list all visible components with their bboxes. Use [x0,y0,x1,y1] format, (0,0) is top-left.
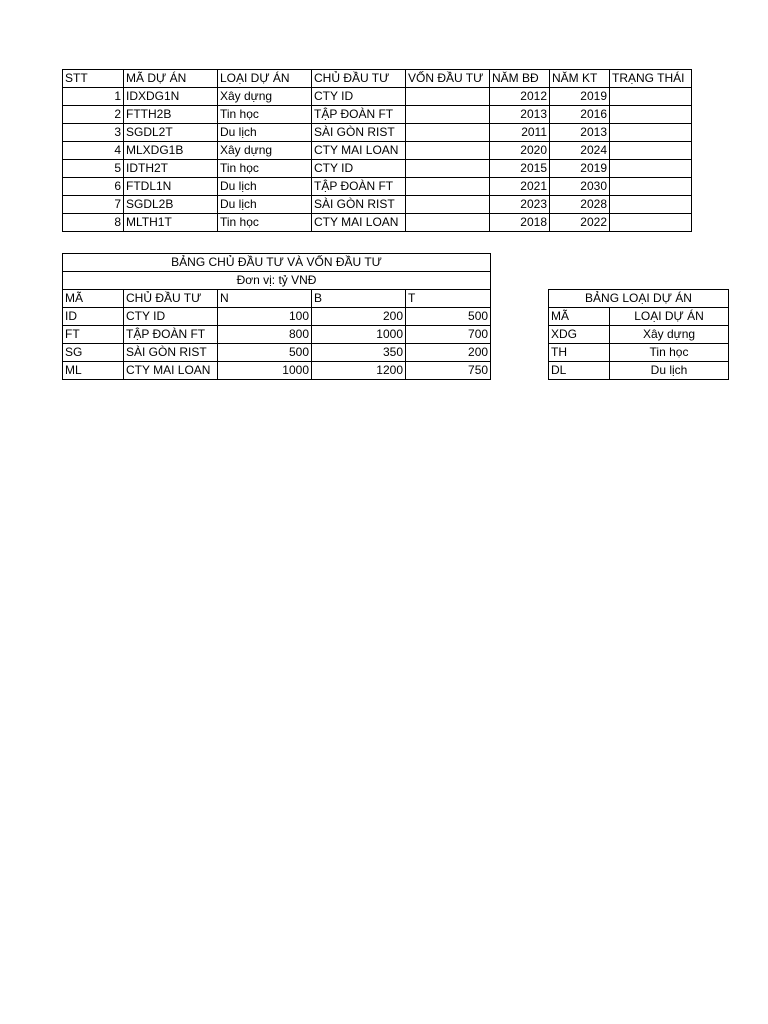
table-cell[interactable]: Du lịch [218,124,312,142]
table-cell[interactable]: 200 [312,308,406,326]
table-cell[interactable]: Tin học [218,214,312,232]
table-row [549,326,729,344]
table-row [63,106,692,124]
table-cell[interactable] [406,160,490,178]
table-cell[interactable]: 4 [63,142,124,160]
table-header-row [549,308,729,326]
table-cell[interactable]: 2015 [490,160,550,178]
table-cell[interactable]: Xây dựng [610,326,729,344]
header-cell[interactable]: CHỦ ĐẦU TƯ [312,70,406,88]
table-cell[interactable]: IDXDG1N [124,88,218,106]
table-cell[interactable]: SÀI GÒN RIST [312,196,406,214]
table-cell[interactable] [610,106,692,124]
table-cell[interactable]: 2011 [490,124,550,142]
table-cell[interactable]: 500 [218,344,312,362]
table-row [63,362,491,380]
table-header-row [63,70,692,88]
table-cell[interactable] [406,106,490,124]
table-cell[interactable]: FTDL1N [124,178,218,196]
table-cell[interactable]: Tin học [218,160,312,178]
table-cell[interactable]: SGDL2B [124,196,218,214]
table-cell[interactable]: 2013 [490,106,550,124]
table-cell[interactable] [406,178,490,196]
header-cell[interactable]: NĂM BĐ [490,70,550,88]
table-cell[interactable]: 2013 [550,124,610,142]
table-cell[interactable] [406,88,490,106]
table-cell[interactable]: 2 [63,106,124,124]
type-table-viewport [548,289,704,384]
table-cell[interactable]: CTY ID [312,88,406,106]
table-cell[interactable]: 2016 [550,106,610,124]
table-cell[interactable]: 1 [63,88,124,106]
table-cell[interactable]: 100 [218,308,312,326]
type-table-title[interactable]: BẢNG LOẠI DỰ ÁN [549,290,729,308]
header-cell[interactable]: CHỦ ĐẦU TƯ [124,290,218,308]
table-cell[interactable]: 2028 [550,196,610,214]
table-header-row [63,290,491,308]
table-cell[interactable]: Du lịch [218,178,312,196]
table-cell[interactable]: MLTH1T [124,214,218,232]
table-cell[interactable]: 2019 [550,88,610,106]
table-cell[interactable]: Tin học [218,106,312,124]
table-cell[interactable]: TẬP ĐOÀN FT [312,178,406,196]
header-cell[interactable]: TRẠNG THÁI [610,70,692,88]
table-cell[interactable]: 350 [312,344,406,362]
project-table [62,69,692,232]
investor-unit-row [63,272,491,290]
header-cell[interactable]: STT [63,70,124,88]
header-cell[interactable]: B [312,290,406,308]
table-cell[interactable]: TH [549,344,610,362]
table-cell[interactable]: ID [63,308,124,326]
table-cell[interactable]: 2021 [490,178,550,196]
header-cell[interactable]: MÃ DỰ ÁN [124,70,218,88]
table-cell[interactable] [610,124,692,142]
table-cell[interactable] [610,142,692,160]
table-cell[interactable]: FT [63,326,124,344]
table-row [63,142,692,160]
table-cell[interactable]: Xây dựng [218,142,312,160]
table-cell[interactable]: CTY MAI LOAN [312,142,406,160]
table-cell[interactable] [406,142,490,160]
type-title-row [549,290,729,308]
table-row [63,124,692,142]
table-cell[interactable]: 500 [406,308,491,326]
table-cell[interactable]: 5 [63,160,124,178]
table-cell[interactable]: CTY MAI LOAN [312,214,406,232]
header-cell[interactable]: N [218,290,312,308]
table-cell[interactable]: DL [549,362,610,380]
table-cell[interactable]: FTTH2B [124,106,218,124]
table-cell[interactable] [610,178,692,196]
table-cell[interactable]: 1000 [218,362,312,380]
table-cell[interactable]: SÀI GÒN RIST [312,124,406,142]
table-cell[interactable]: Xây dựng [218,88,312,106]
table-cell[interactable]: 6 [63,178,124,196]
table-cell[interactable]: 2030 [550,178,610,196]
investor-unit-label[interactable]: Đơn vị: tỷ VNĐ [63,272,491,290]
table-row [63,344,491,362]
table-cell[interactable]: IDTH2T [124,160,218,178]
table-cell[interactable]: 3 [63,124,124,142]
table-cell[interactable] [406,196,490,214]
table-row [549,344,729,362]
table-cell[interactable]: 2024 [550,142,610,160]
table-row [63,178,692,196]
table-row [549,362,729,380]
table-row [63,214,692,232]
header-cell[interactable]: MÃ [549,308,610,326]
table-cell[interactable] [610,88,692,106]
table-cell[interactable] [610,196,692,214]
table-cell[interactable]: Du lịch [610,362,729,380]
table-cell[interactable]: CTY MAI LOAN [124,362,218,380]
header-cell[interactable]: LOẠI DỰ ÁN [610,308,729,326]
table-cell[interactable]: MLXDG1B [124,142,218,160]
table-cell[interactable]: 2020 [490,142,550,160]
table-cell[interactable]: 2018 [490,214,550,232]
table-cell[interactable]: SÀI GÒN RIST [124,344,218,362]
table-cell[interactable]: ML [63,362,124,380]
table-cell[interactable]: 700 [406,326,491,344]
table-cell[interactable] [610,160,692,178]
table-cell[interactable]: 8 [63,214,124,232]
table-cell[interactable]: SG [63,344,124,362]
table-row [63,308,491,326]
investor-title-row [63,254,491,272]
table-row [63,326,491,344]
header-cell[interactable]: MÃ [63,290,124,308]
investor-table [62,253,491,380]
table-cell[interactable] [406,214,490,232]
table-row [63,196,692,214]
header-cell[interactable]: LOẠI DỰ ÁN [218,70,312,88]
investor-table-title[interactable]: BẢNG CHỦ ĐẦU TƯ VÀ VỐN ĐẦU TƯ [63,254,491,272]
header-cell[interactable]: T [406,290,491,308]
table-cell[interactable]: 7 [63,196,124,214]
table-cell[interactable]: 1000 [312,326,406,344]
table-cell[interactable]: SGDL2T [124,124,218,142]
table-cell[interactable]: CTY ID [312,160,406,178]
table-cell[interactable]: TẬP ĐOÀN FT [312,106,406,124]
table-cell[interactable]: XDG [549,326,610,344]
table-cell[interactable]: Du lịch [218,196,312,214]
table-cell[interactable] [610,214,692,232]
table-cell[interactable]: 750 [406,362,491,380]
table-cell[interactable]: 2012 [490,88,550,106]
table-cell[interactable]: Tin học [610,344,729,362]
table-cell[interactable]: 200 [406,344,491,362]
table-row [63,88,692,106]
table-cell[interactable]: 1200 [312,362,406,380]
table-cell[interactable] [406,124,490,142]
table-cell[interactable]: CTY ID [124,308,218,326]
header-cell[interactable]: VỐN ĐẦU TƯ [406,70,490,88]
table-cell[interactable]: 2023 [490,196,550,214]
table-cell[interactable]: 2022 [550,214,610,232]
table-cell[interactable]: 800 [218,326,312,344]
table-cell[interactable]: TẬP ĐOÀN FT [124,326,218,344]
header-cell[interactable]: NĂM KT [550,70,610,88]
project-type-table [548,289,729,380]
table-cell[interactable]: 2019 [550,160,610,178]
table-row [63,160,692,178]
